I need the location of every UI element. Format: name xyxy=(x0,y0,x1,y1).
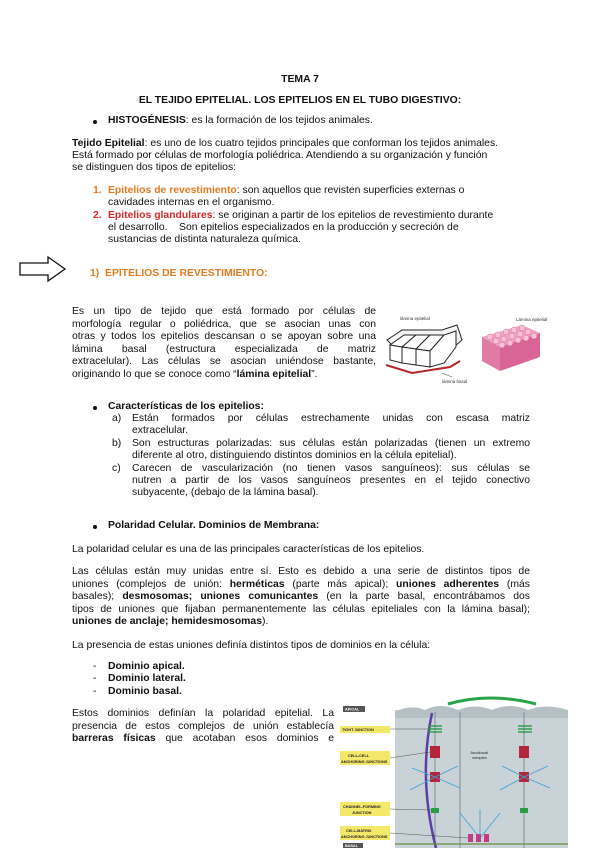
type-2-cont-2: sustancias de distinta naturaleza química. xyxy=(108,234,301,245)
pink-tissue-block xyxy=(482,325,540,371)
term-hermeticas: herméticas xyxy=(229,578,285,590)
p4-line: Estos dominios definían la polaridad epitelial. La xyxy=(72,708,334,719)
item-a-line-1: Están formados por células estrechamente unidas con escasa matriz xyxy=(132,413,530,424)
dash: - xyxy=(93,661,97,672)
p2-line xyxy=(72,616,530,629)
label-basal: BASAL xyxy=(345,844,359,848)
item-c-line-3: subyacente, (debajo de la lámina basal). xyxy=(132,487,319,498)
label-cellmatrix: CELL-MATRIX xyxy=(346,829,372,833)
p4-line: presencia de estos complejos de unión establecía xyxy=(72,720,334,732)
epithelium-figure xyxy=(382,305,548,385)
p2-line xyxy=(72,591,530,604)
label-cellcell: CELL-CELL xyxy=(348,754,370,758)
intro-term: Tejido Epitelial xyxy=(72,138,145,149)
item-letter-c: c) xyxy=(112,463,121,474)
p4-line xyxy=(72,733,334,746)
type-2-name: Epitelios glandulares xyxy=(108,210,213,221)
revest-text: originando lo que se conoce como “ xyxy=(72,368,237,380)
polaridad-p2 xyxy=(72,566,530,629)
p2-text: (más xyxy=(499,578,530,590)
label-junction: JUNCTION xyxy=(352,811,372,815)
dominio-lateral: Dominio lateral. xyxy=(108,673,186,684)
revestimiento-paragraph xyxy=(72,306,376,382)
revest-line-last xyxy=(72,369,376,382)
bullet xyxy=(93,406,97,410)
item-letter-b: b) xyxy=(112,438,122,449)
p2-text: (en la parte basal, encontrábamos dos xyxy=(318,591,530,603)
lamina-epitelial-term: lámina epitelial xyxy=(236,368,312,380)
type-1-line xyxy=(108,185,530,198)
type-2-number: 2. xyxy=(93,210,102,221)
term-anclaje: uniones de anclaje; hemidesmosomas xyxy=(72,616,262,628)
intro-line-1 xyxy=(72,138,530,151)
p2-text: ). xyxy=(261,616,269,628)
p4-text: que acotaban esos dominios e xyxy=(155,733,334,745)
p2-line: tipos de uniones que fijaban permanentemente las células epiteliales con la lámina basal); xyxy=(72,603,530,615)
term-desmosomas: desmosomas; uniones comunicantes xyxy=(122,591,319,603)
cuboid-cells-drawing xyxy=(386,325,462,373)
arrow-right-icon xyxy=(18,254,68,284)
polaridad-p3: La presencia de estas uniones definía distintos tipos de dominios en la célula: xyxy=(72,640,431,651)
polaridad-p1: La polaridad celular es una de las principales características de los epitelios. xyxy=(72,544,425,555)
intro-text-1: : es uno de los cuatro tejidos principales que conforman los tejidos animales. xyxy=(144,138,499,149)
histogenesis-text: : es la formación de los tejidos animales. xyxy=(185,115,373,126)
term-barreras: barreras físicas xyxy=(72,733,156,745)
label-apical: APICAL xyxy=(345,707,360,712)
label-channel: CHANNEL-FORMING xyxy=(343,805,381,809)
item-c-line-1: Carecen de vascularización (no tienen vasos sanguíneos): sus células se xyxy=(132,463,530,474)
label-anchoring: ANCHORING JUNCTIONS xyxy=(341,760,388,764)
p2-line: Las células están muy unidas entre sí. Esto es debido a una serie de distintos tipos de xyxy=(72,566,530,577)
bullet xyxy=(93,525,97,529)
figure-label-b: lámina basal xyxy=(442,379,468,384)
label-tight: TIGHT JUNCTION xyxy=(342,728,374,732)
section-heading-revestimiento: 1) EPITELIOS DE REVESTIMIENTO: xyxy=(90,268,268,279)
dominio-apical: Dominio apical. xyxy=(108,661,185,672)
page-title: TEMA 7 xyxy=(281,74,319,85)
label-junctional: Junctional xyxy=(470,750,489,755)
histogenesis-line xyxy=(108,115,373,128)
p2-text: uniones (complejos de unión: xyxy=(72,578,230,590)
p2-text: basales); xyxy=(72,591,123,603)
type-2-cont-1: el desarrollo. Son epitelios especializados en la producción y secreción de xyxy=(108,222,459,233)
term-adherentes: uniones adherentes xyxy=(396,578,500,590)
item-letter-a: a) xyxy=(112,413,122,424)
p2-text: (parte más apical); xyxy=(284,578,397,590)
polaridad-heading: Polaridad Celular. Dominios de Membrana: xyxy=(108,520,320,531)
item-a-line-2: extracelular. xyxy=(132,425,189,436)
revest-line: Es un tipo de tejido que está formado por células de xyxy=(72,306,376,317)
intro-line-3: se distinguen dos tipos de epitelios: xyxy=(72,162,237,173)
caracteristicas-heading: Características de los epitelios: xyxy=(108,401,264,412)
item-c-line-2: nutren a partir de los vasos sanguíneos presentes en el tejido conectivo xyxy=(132,475,530,486)
type-1-name: Epitelios de revestimiento xyxy=(108,185,237,196)
revest-line: lámina basal (estructura especializada de matriz xyxy=(72,343,376,355)
bullet xyxy=(93,120,97,124)
polaridad-p4 xyxy=(72,708,334,746)
revest-line: extracelular). Las células se asocian uniéndose bastante, xyxy=(72,356,376,368)
figure-label-a: lámina epitelial xyxy=(400,316,430,321)
page-subtitle: EL TEJIDO EPITELIAL. LOS EPITELIOS EN EL TUBO DIGESTIVO: xyxy=(138,95,462,106)
label-complex: complex xyxy=(472,755,487,760)
dash: - xyxy=(93,686,97,697)
type-1-number: 1. xyxy=(93,185,102,196)
item-b-line-2: diferente al otro, distinguiendo distintos dominios en la célula epitelial). xyxy=(132,450,457,461)
dash: - xyxy=(93,673,97,684)
type-1-text: : son aquellos que revisten superficies externas o xyxy=(236,185,465,196)
figure-label-c: Lámina epitelial xyxy=(516,317,548,322)
type-1-cont: cavidades internas en el organismo. xyxy=(108,197,275,208)
junction-diagram xyxy=(340,698,568,848)
revest-line: morfología regular o poliédrica, que se asocian unas con xyxy=(72,318,376,330)
intro-line-2: Está formado por células de morfología poliédrica. Atendiendo a su organización y función xyxy=(72,150,488,161)
dominio-basal: Dominio basal. xyxy=(108,686,182,697)
type-2-line xyxy=(108,210,530,223)
item-b-line-1: Son estructuras polarizadas: sus células están polarizadas (tienen un extremo xyxy=(132,438,530,449)
histogenesis-term: HISTOGÉNESIS xyxy=(108,115,186,126)
label-anch2: ANCHORING JUNCTIONS xyxy=(341,835,388,839)
p2-line xyxy=(72,579,530,592)
revest-line: otras y todos los epitelios descansan o se apoyan sobre una xyxy=(72,331,376,343)
type-2-text: : se originan a partir de los epitelios de revestimiento durante xyxy=(212,210,494,221)
revest-end: ”. xyxy=(311,368,318,380)
